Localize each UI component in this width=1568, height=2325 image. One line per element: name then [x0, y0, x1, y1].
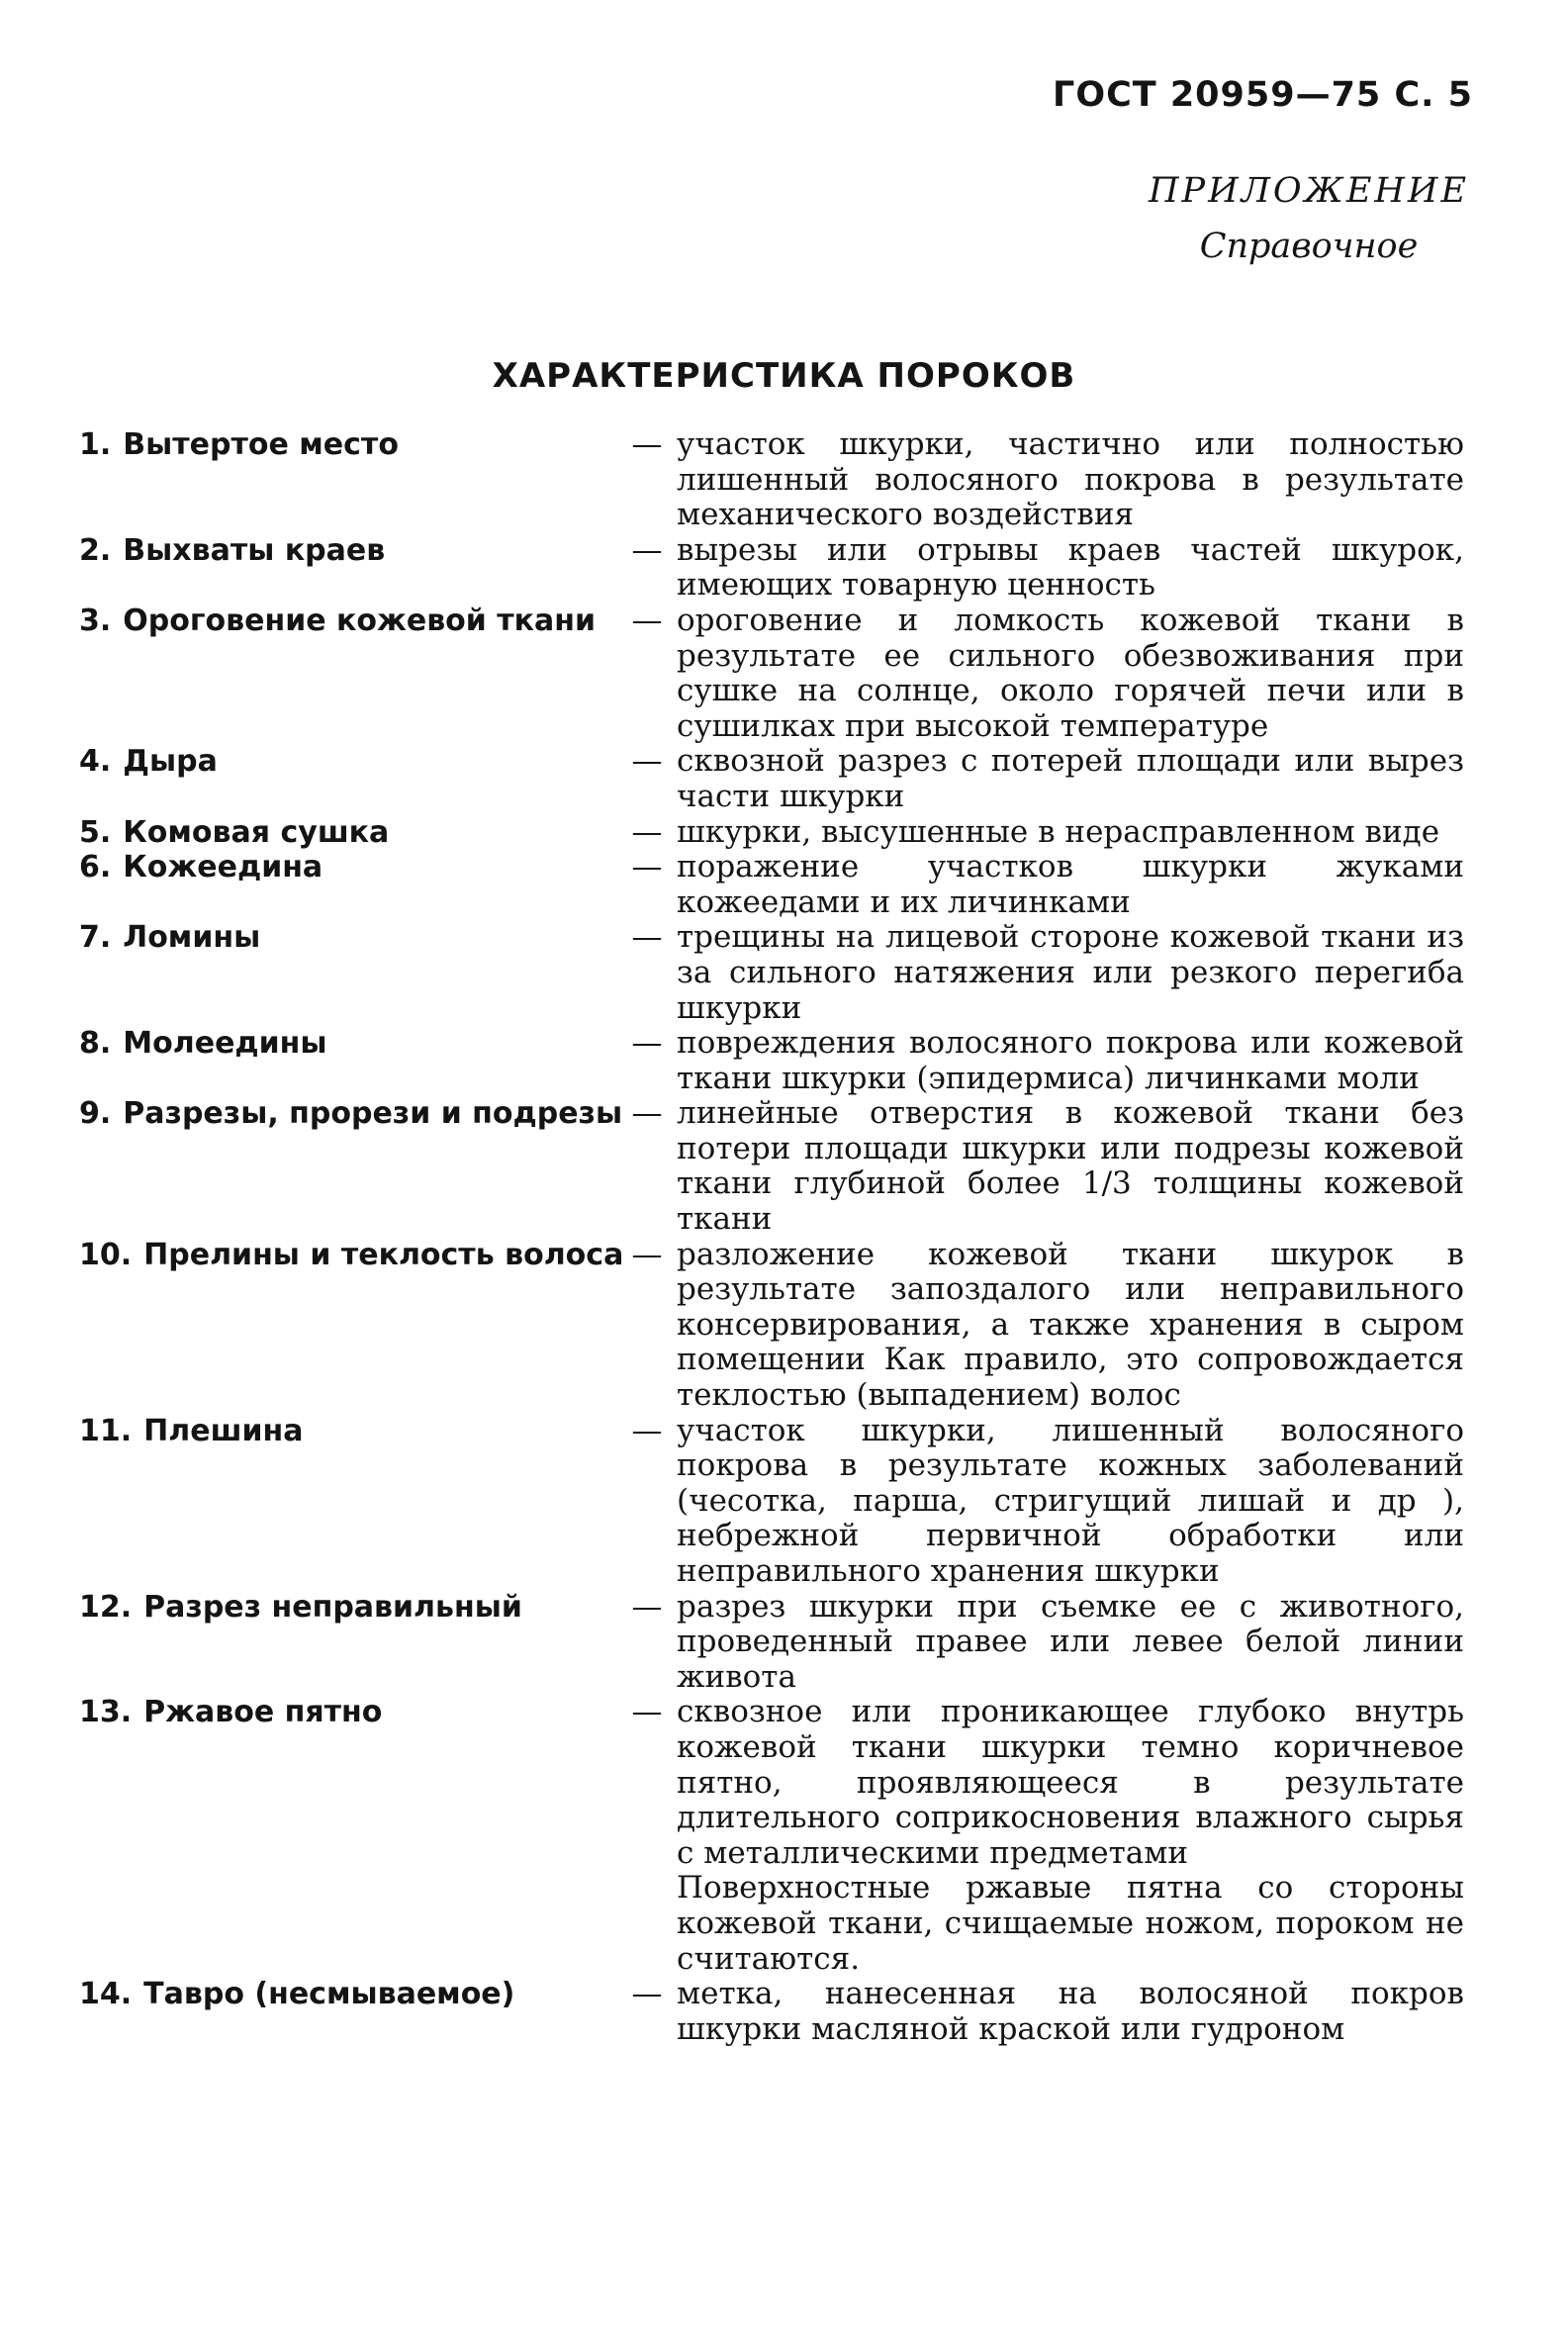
defect-item [79, 815, 1484, 851]
defect-item [79, 1026, 1484, 1096]
defect-name: Тавро (несмываемое) [143, 1977, 515, 2012]
defect-term [79, 533, 617, 569]
defect-definition [677, 1238, 1464, 1414]
defect-term [79, 1977, 617, 2012]
defect-number: 10. [79, 1237, 133, 1272]
appendix-label [1149, 163, 1469, 274]
defect-definition-text: трещины на лицевой стороне кожевой ткани из за сильного натяжения или резкого перегиба шкурки [677, 919, 1464, 1026]
defect-definition-text: шкурки, высушенные в нерасправленном виде [677, 813, 1440, 850]
defect-definition-text: разрез шкурки при съемке ее с животного, проведенный правее или левее белой линии живота [677, 1588, 1464, 1695]
defect-term [79, 815, 617, 851]
defect-definition-text: участок шкурки, лишенный волосяного покрова в результате кожных заболеваний (чесотка, парша, стригущий лишай и др ), небрежной первичной обработки или неправильного хранения шкурки [677, 1412, 1464, 1589]
defect-note: Поверхностные ржавые пятна со стороны кожевой ткани, счищаемые ножом, пороком не считаются. [677, 1870, 1464, 1977]
defect-definition-text: участок шкурки, частично или полностью лишенный волосяного покрова в результате механического воздействия [677, 426, 1464, 533]
defect-name: Ороговение кожевой ткани [123, 603, 596, 638]
defect-definition [677, 604, 1464, 744]
defect-item [79, 1096, 1484, 1237]
defect-definition [677, 1977, 1464, 2047]
document-title: ХАРАКТЕРИСТИКА ПОРОКОВ [492, 356, 1076, 396]
defect-name: Разрезы, прорези и подрезы [123, 1096, 623, 1132]
defect-number: 14. [79, 1977, 133, 2012]
defect-name: Плешина [143, 1413, 304, 1448]
defect-name: Прелины и теклость волоса [143, 1237, 624, 1272]
defect-name: Выхваты краев [123, 532, 386, 568]
defect-item [79, 850, 1484, 920]
defect-number: 3. [79, 603, 112, 638]
defect-item [79, 920, 1484, 1026]
defect-definition [677, 427, 1464, 533]
defect-name: Дыра [123, 744, 218, 780]
defect-item [79, 1695, 1484, 1977]
defect-dash: — [631, 1588, 663, 1625]
appendix-title: ПРИЛОЖЕНИЕ [1149, 171, 1469, 211]
defect-definition [677, 744, 1464, 814]
defect-term [79, 1096, 623, 1132]
defect-dash: — [631, 1095, 663, 1132]
defect-dash: — [631, 849, 663, 885]
defect-dash: — [631, 743, 663, 780]
defect-definition-text: сквозное или проникающее глубоко внутрь кожевой ткани шкурки темно коричневое пятно, проявляющееся в результате длительного соприкосновения влажного сырья с металлическими предметами [677, 1694, 1464, 1871]
defect-dash: — [631, 1236, 663, 1272]
defect-definition [677, 1026, 1464, 1096]
defect-definition [677, 533, 1464, 604]
defect-name: Молеедины [123, 1026, 327, 1062]
defect-item [79, 744, 1484, 814]
defect-number: 13. [79, 1695, 133, 1730]
defect-item [79, 1977, 1484, 2047]
defect-term [79, 1695, 617, 1730]
defect-name: Кожеедина [123, 850, 323, 885]
defect-number: 5. [79, 814, 112, 850]
defect-definition [677, 815, 1464, 851]
defect-number: 4. [79, 744, 112, 780]
defect-definition-text: сквозной разрез с потерей площади или вырез части шкурки [677, 743, 1464, 814]
defects-list [79, 427, 1484, 2047]
defect-dash: — [631, 1976, 663, 2012]
defect-dash: — [631, 919, 663, 956]
defect-number: 7. [79, 920, 112, 956]
page-header-code: ГОСТ 20959—75 С. 5 [1053, 75, 1473, 115]
defect-definition [677, 1695, 1464, 1977]
defect-number: 9. [79, 1096, 112, 1132]
defect-name: Разрез неправильный [143, 1589, 522, 1625]
defect-dash: — [631, 531, 663, 568]
defect-definition [677, 1590, 1464, 1696]
defect-term [79, 744, 617, 780]
defect-definition-text: повреждения волосяного покрова или кожевой ткани шкурки (эпидермиса) личинками моли [677, 1025, 1464, 1096]
defect-item [79, 1414, 1484, 1590]
defect-name: Ломины [123, 920, 261, 956]
defect-item [79, 427, 1484, 533]
defect-name: Комовая сушка [123, 814, 390, 850]
defect-dash: — [631, 426, 663, 462]
defect-definition [677, 1096, 1464, 1237]
defect-number: 11. [79, 1413, 133, 1448]
defect-term [79, 1237, 624, 1273]
defect-dash: — [631, 602, 663, 638]
defect-dash: — [631, 813, 663, 850]
defect-definition-text: линейные отверстия в кожевой ткани без потери площади шкурки или подрезы кожевой ткани глубиной более 1/3 толщины кожевой ткани [677, 1095, 1464, 1238]
defect-definition-text: поражение участков шкурки жуками кожеедами и их личинками [677, 849, 1464, 920]
defect-name: Ржавое пятно [143, 1695, 383, 1730]
defect-item [79, 604, 1484, 744]
defect-term [79, 1590, 617, 1626]
defect-item [79, 533, 1484, 604]
defect-definition-text: метка, нанесенная на волосяной покров шкурки масляной краской или гудроном [677, 1976, 1464, 2047]
defect-definition-text: разложение кожевой ткани шкурок в результате запоздалого или неправильного консервирования, а также хранения в сыром помещении Как правило, это сопровождается теклостью (выпадением) волос [677, 1236, 1464, 1414]
appendix-subtitle: Справочное [1199, 227, 1419, 266]
defect-name: Вытертое место [123, 427, 399, 462]
defect-item [79, 1590, 1484, 1696]
defect-definition [677, 850, 1464, 920]
defect-number: 6. [79, 850, 112, 885]
defect-number: 2. [79, 532, 112, 568]
defect-dash: — [631, 1694, 663, 1730]
defect-definition-text: ороговение и ломкость кожевой ткани в результате ее сильного обезвоживания при сушке на солнце, около горячей печи или в сушилках при высокой температуре [677, 602, 1464, 744]
defect-term [79, 850, 617, 885]
defect-term [79, 1026, 617, 1062]
defect-number: 1. [79, 427, 112, 462]
defect-dash: — [631, 1412, 663, 1448]
defect-number: 12. [79, 1589, 133, 1625]
defect-term [79, 604, 617, 639]
defect-term [79, 427, 617, 463]
defect-definition [677, 920, 1464, 1026]
defect-term [79, 920, 617, 956]
defect-number: 8. [79, 1026, 112, 1062]
defect-definition [677, 1414, 1464, 1590]
defect-dash: — [631, 1025, 663, 1062]
defect-item [79, 1238, 1484, 1414]
defect-definition-text: вырезы или отрывы краев частей шкурок, имеющих товарную ценность [677, 531, 1464, 604]
defect-term [79, 1414, 617, 1449]
